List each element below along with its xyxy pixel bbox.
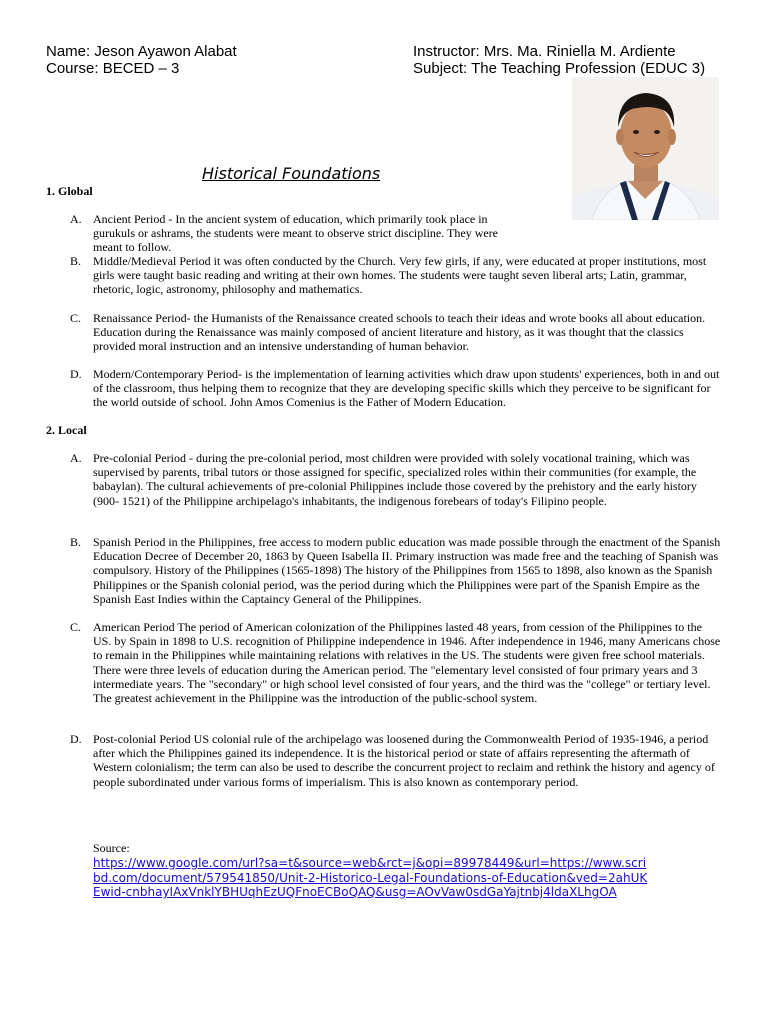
list-item-global-b: [70, 254, 722, 297]
list-item-local-b: [70, 535, 722, 606]
list-item-local-c: [70, 620, 722, 705]
item-text: Middle/Medieval Period it was often conducted by the Church. Very few girls, if any, were educated at proper institutions, most girls were taught basic reading and writing at their own homes. The students were taught seven liberal arts; Latin, grammar, rhetoric, logic, astronomy, philosophy and mathematics.: [93, 254, 707, 297]
item-text: Renaissance Period- the Humanists of the Renaissance created schools to teach their ideas and wrote books all about education. Education during the Renaissance was mainly composed of ancient literature and history, as it was thought that the classics provided moral instruction and an intensive understanding of human behavior.: [93, 311, 706, 354]
section-heading-local: 2. Local: [46, 423, 87, 437]
item-letter: C.: [70, 620, 82, 634]
item-letter: C.: [70, 311, 82, 325]
item-text: American Period The period of American colonization of the Philippines lasted 48 years, from cession of the Philippines to the US. by Spain in 1898 to U.S. recognition of Philippine independence in 1946. After independence in 1946, many Americans chose to remain in the Philippines while maintaining relations with relatives in the US. The students were given free school materials. There were three levels of education during the American period. The "elementary level consisted of four primary years and 3 intermediate years. The "secondary" or high school level consisted of four years, and the third was the "college" or tertiary level. The greatest achievement in the Philippine was the introduction of the public-school system.: [93, 620, 721, 706]
student-name: Name: Jeson Ayawon Alabat: [46, 43, 237, 60]
list-item-global-d: [70, 367, 722, 410]
item-text: Modern/Contemporary Period- is the implementation of learning activities which draw upon students' experiences, both in and out of the classroom, thus helping them to recognize that they are developing specific skills which they perceive to be significant for the world outside of school. John Amos Comenius is the Father of Modern Education.: [93, 367, 720, 410]
list-item-local-d: [70, 732, 722, 789]
document-title: Historical Foundations: [202, 164, 381, 183]
list-item-global-c: [70, 311, 722, 354]
course: Course: BECED – 3: [46, 60, 180, 77]
list-item-global-a: [70, 212, 722, 255]
item-text: Pre-colonial Period - during the pre-colonial period, most children were provided with solely vocational training, which was supervised by parents, tribal tutors or those assigned for specific, specialized roles within their communities (for example, the babaylan). The cultural achievements of pre-colonial Philippines include those covered by the prehistory and the early history (900- 1521) of the Philippine archipelago's inhabitants, the indigenous forebears of today's Filipino people.: [93, 451, 697, 508]
section-heading-global: 1. Global: [46, 184, 93, 198]
source-label: Source:: [93, 841, 130, 855]
item-letter: B.: [70, 254, 82, 268]
item-text: Ancient Period - In the ancient system of education, which primarily took place in gurukuls or ashrams, the students were meant to observe strict discipline. They were meant to follow.: [93, 212, 499, 255]
list-item-local-a: [70, 451, 722, 508]
item-text: Post-colonial Period US colonial rule of the archipelago was loosened during the Commonwealth Period of 1935-1946, a period after which the Philippines gained its independence. It is the historical period or state of affairs representing the aftermath of Western colonialism; the term can also be used to describe the concurrent project to reclaim and rethink the history and agency of people subordinated under various forms of imperialism. This is also known as contemporary period.: [93, 732, 715, 789]
item-letter: B.: [70, 535, 82, 549]
student-photo: [572, 77, 719, 220]
item-letter: D.: [70, 732, 82, 746]
source-link[interactable]: https://www.google.com/url?sa=t&source=web&rct=j&opi=89978449&url=https://www.scribd.com/document/579541850/Unit-2-Historico-Legal-Foundations-of-Education&ved=2ahUKEwid-cnbhayIAxVnklYBHUqhEzUQFnoECBoQAQ&usg=AOvVaw0sdGaYajtnbj4ldaXLhgOA: [93, 856, 648, 899]
instructor: Instructor: Mrs. Ma. Riniella M. Ardiente: [413, 43, 676, 60]
item-letter: A.: [70, 212, 82, 226]
subject: Subject: The Teaching Profession (EDUC 3): [413, 60, 706, 77]
item-letter: A.: [70, 451, 82, 465]
item-letter: D.: [70, 367, 82, 381]
item-text: Spanish Period in the Philippines, free access to modern public education was made possible through the enactment of the Spanish Education Decree of December 20, 1863 by Queen Isabella II. Primary instruction was made free and the teaching of Spanish was compulsory. History of the Philippines (1565-1898) The history of the Philippines from 1565 to 1898, also known as the Spanish Philippines or the Spanish colonial period, was the period during which the Philippines were part of the Spanish Empire as the Spanish East Indies within the Captaincy General of the Philippines.: [93, 535, 721, 606]
